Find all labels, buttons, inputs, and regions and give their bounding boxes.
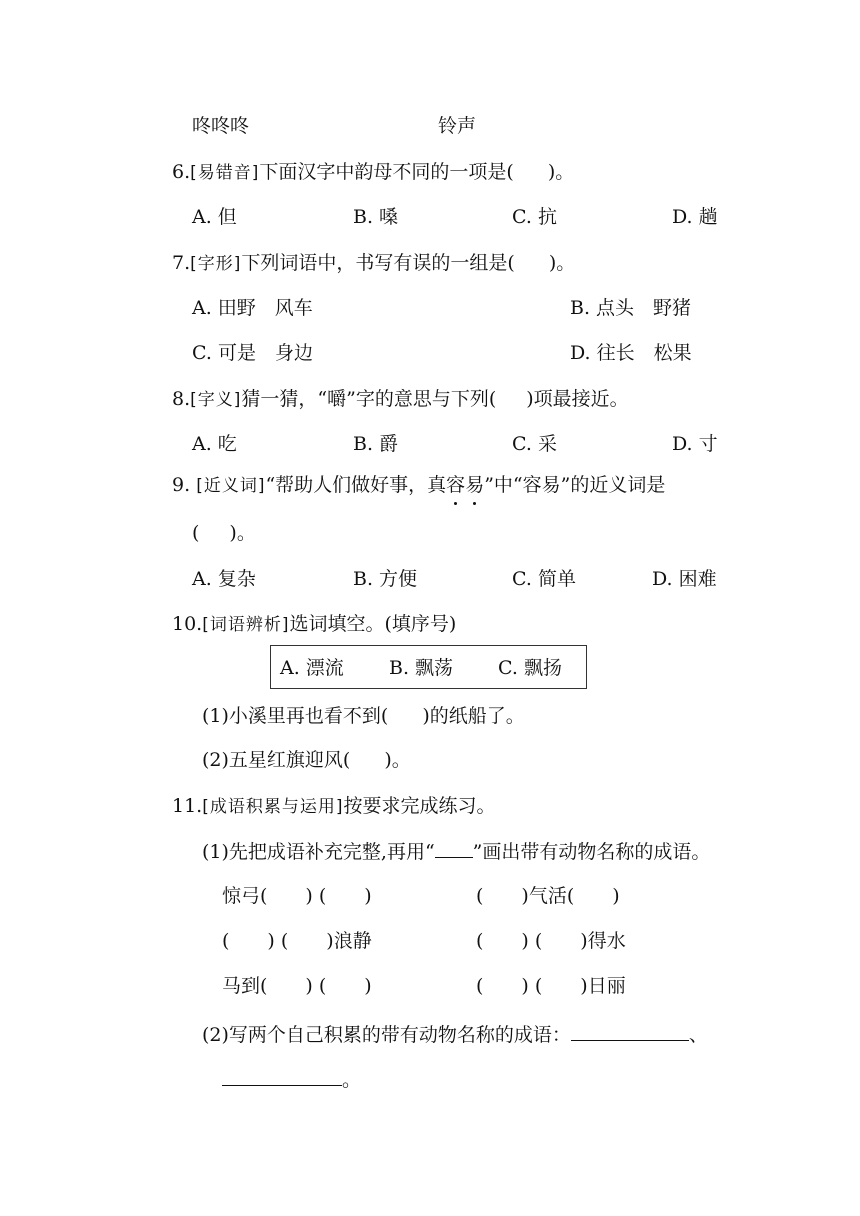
sub-question-text: ”画出带有动物名称的成语。 [472,841,711,863]
option-b[interactable]: B. 点头 野猪 [570,297,692,319]
question-tag: [易错音] [190,163,260,183]
option-c[interactable]: C. 简单 [512,568,576,590]
question-tag: [成语积累与运用] [202,797,344,817]
idiom-r1c1[interactable]: 惊弓( ) ( ) [222,885,372,907]
question-text: 下面汉字中韵母不同的一项是( [259,161,514,183]
idiom-r2c2[interactable]: ( ) ( )得水 [476,930,626,952]
word-option-b: B. 飘荡 [389,657,454,679]
question-tag: [字形] [190,254,242,274]
question-tag: [词语辨析] [202,615,290,635]
sub-question-2 [202,1022,708,1047]
word-option-a: A. 漂流 [280,657,344,679]
question-tail: )。 [548,252,576,274]
question-text: “帮助人们做好事，真 [265,474,447,496]
underline-sample [435,839,473,858]
question-6 [172,160,574,185]
question-tag: [字义] [190,390,242,410]
option-a[interactable]: A. 田野 风车 [192,297,313,319]
answer-line-2[interactable] [222,1067,342,1086]
option-d[interactable]: D. 往长 松果 [570,342,692,364]
idiom-r3c2[interactable]: ( ) ( )日丽 [476,975,626,997]
question-text: 猜一猜，“嚼”字的意思与下列( [241,388,497,410]
top-item-1: 咚咚咚 [192,115,250,137]
word-option-c: C. 飘扬 [498,657,562,679]
question-7 [172,251,575,276]
dotted-char: 易 [465,474,485,496]
sentence-text: )的纸船了。 [422,705,525,727]
sub-question-2-line-2 [222,1067,361,1092]
option-c[interactable]: C. 采 [512,433,557,455]
answer-line-1[interactable] [571,1022,689,1041]
idiom-r2c1[interactable]: ( ) ( )浪静 [222,930,372,952]
paren-close: )。 [229,522,256,544]
option-a[interactable]: A. 吃 [192,433,237,455]
option-d[interactable]: D. 趟 [672,206,718,228]
sentence-text: (2)五星红旗迎风( [202,749,351,771]
question-9 [172,473,665,498]
question-text: 按要求完成练习。 [343,795,496,817]
option-a[interactable]: A. 但 [192,206,237,228]
idiom-r3c1[interactable]: 马到( ) ( ) [222,975,372,997]
dotted-char: 容 [446,474,466,496]
option-a[interactable]: A. 复杂 [192,568,256,590]
option-d[interactable]: D. 困难 [652,568,717,590]
option-d[interactable]: D. 寸 [672,433,718,455]
fill-sentence-1 [202,704,525,728]
question-number: 10. [172,613,203,635]
question-text-tail: ”中“容易”的近义词是 [484,474,666,496]
question-9-blank-line [192,521,256,545]
question-10 [172,612,456,637]
question-text: 下列词语中，书写有误的一组是( [241,252,515,274]
top-item-2: 铃声 [438,115,477,137]
question-number: 9. [172,474,191,496]
question-11 [172,794,496,819]
fill-sentence-2 [202,748,411,772]
sub-question-text: (1)先把成语补充完整,再用“ [202,841,435,863]
paren-open: ( [192,522,200,544]
option-c[interactable]: C. 抗 [512,206,557,228]
period: 。 [342,1069,362,1091]
question-8 [172,387,629,412]
option-c[interactable]: C. 可是 身边 [192,342,313,364]
idiom-r1c2[interactable]: ( )气活( ) [476,885,620,907]
option-b[interactable]: B. 爵 [353,433,399,455]
question-number: 7. [172,252,191,274]
separator: 、 [688,1024,708,1046]
option-b[interactable]: B. 嗓 [353,206,399,228]
question-number: 8. [172,388,191,410]
question-text: 选词填空。(填序号) [289,613,457,635]
option-b[interactable]: B. 方便 [353,568,418,590]
sentence-text: (1)小溪里再也看不到( [202,705,389,727]
sub-question-text: (2)写两个自己积累的带有动物名称的成语： [202,1024,571,1046]
question-number: 6. [172,161,191,183]
question-tag: [近义词] [196,476,266,496]
sentence-text: )。 [384,749,411,771]
question-tail: )。 [547,161,575,183]
question-number: 11. [172,795,203,817]
sub-question-1 [202,839,710,864]
question-tail: )项最接近。 [526,388,629,410]
